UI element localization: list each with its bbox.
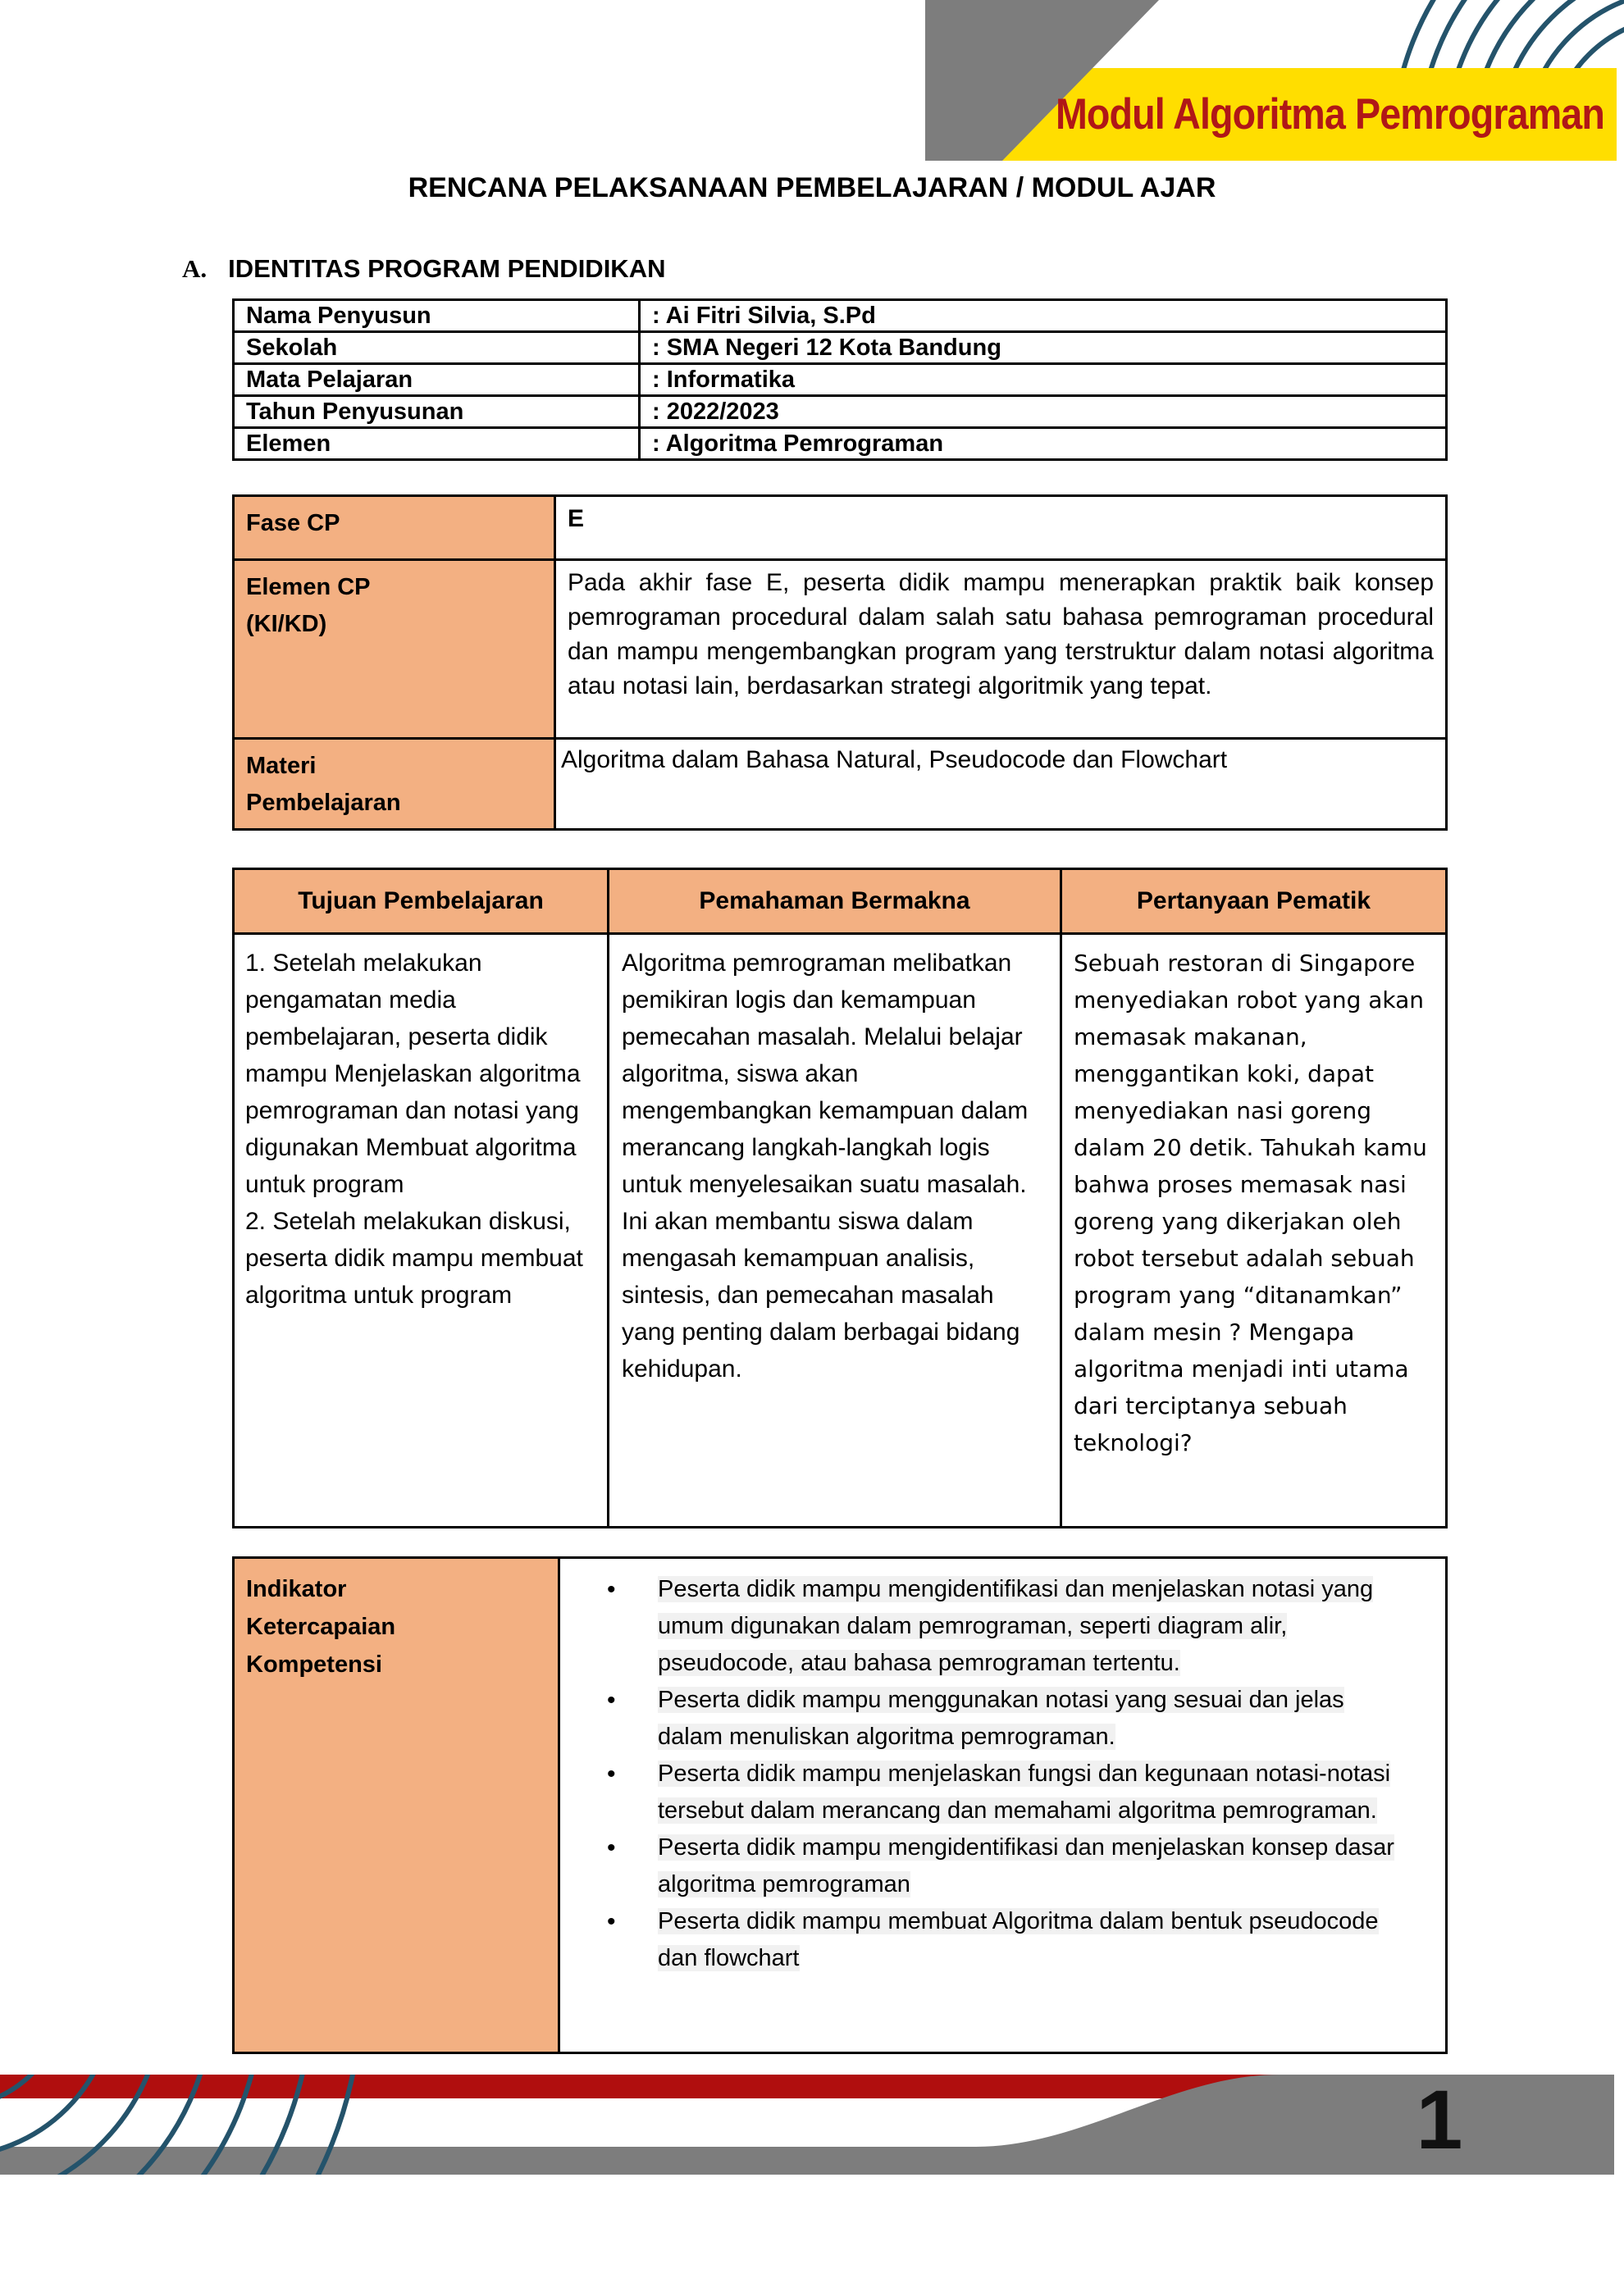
table-row [234,332,1447,364]
page-number: 1 [1416,2073,1463,2166]
section-index: A. [182,254,208,283]
cp-materi-label [234,739,555,830]
bullet-text: Peserta didik mampu menggunakan notasi yang sesuai dan jelas dalam menuliskan algoritma pemrograman. [658,1687,1344,1750]
column-header-pertanyaan: Pertanyaan Pematik [1061,869,1447,934]
identity-table [232,298,1448,461]
identity-label: Tahun Penyusunan [234,396,640,428]
identity-value: : Algoritma Pemrograman [640,428,1447,460]
cp-materi-label-line2: Pembelajaran [246,789,401,816]
column-header-pemahaman: Pemahaman Bermakna [609,869,1061,934]
list-item [561,1756,1410,1829]
table-row [234,739,1447,830]
cp-elemen-label-line2: (KI/KD) [246,610,327,637]
table-row [234,396,1447,428]
pemahaman-cell: Algoritma pemrograman melibatkan pemikiran logis dan kemampuan pemecahan masalah. Melalui belajar algoritma, siswa akan mengembangkan kemampuan dalam merancang langkah-langkah logis untuk menyelesaikan suatu masalah. Ini akan membantu siswa dalam mengasah kemampuan analisis, sintesis, dan pemecahan masalah yang penting dalam berbagai bidang kehidupan. [609,934,1061,1528]
identity-value: : 2022/2023 [640,396,1447,428]
cp-elemen-value: Pada akhir fase E, peserta didik mampu menerapkan praktik baik konsep pemrograman procedural dalam salah satu bahasa pemrograman procedural dan mampu mengembangkan program yang terstruktur dalam notasi algoritma atau notasi lain, berdasarkan strategi algoritmik yang tepat. [555,560,1447,739]
indikator-label-line2: Ketercapaian [246,1614,396,1640]
table-row [234,364,1447,396]
table-row [234,560,1447,739]
indikator-label-line1: Indikator [246,1576,347,1602]
cp-table [232,494,1448,831]
tujuan-item-2: 2. Setelah melakukan diskusi, peserta didik mampu membuat algoritma untuk program [245,1208,583,1309]
identity-label: Mata Pelajaran [234,364,640,396]
table-row [234,300,1447,332]
learning-goals-table [232,868,1448,1528]
indikator-label [234,1558,559,2053]
page-title: RENCANA PELAKSANAAN PEMBELAJARAN / MODUL AJAR [408,172,1216,203]
bullet-text: Peserta didik mampu menjelaskan fungsi dan kegunaan notasi-notasi tersebut dalam merancang dan memahami algoritma pemrograman. [658,1761,1391,1824]
bullet-text: Peserta didik mampu mengidentifikasi dan menjelaskan notasi yang umum digunakan dalam pemrograman, seperti diagram alir, pseudocode, atau bahasa pemrograman tertentu. [658,1576,1374,1676]
section-heading-label: IDENTITAS PROGRAM PENDIDIKAN [228,254,666,283]
list-item [561,1571,1410,1682]
list-item [561,1903,1410,1977]
banner-title: Modul Algoritma Pemrograman [1055,90,1604,139]
section-heading [182,254,665,284]
indikator-label-line3: Kompetensi [246,1651,382,1678]
identity-value: : Informatika [640,364,1447,396]
identity-value: : SMA Negeri 12 Kota Bandung [640,332,1447,364]
bullet-text: Peserta didik mampu membuat Algoritma dalam bentuk pseudocode dan flowchart [658,1908,1379,1971]
cp-materi-label-line1: Materi [246,753,317,779]
table-row [234,1558,1447,2053]
cp-elemen-label-line1: Elemen CP [246,574,371,600]
footer-arcs-decoration [0,2075,459,2175]
indikator-bullets-cell [559,1558,1447,2053]
table-row [234,428,1447,460]
identity-label: Sekolah [234,332,640,364]
table-header-row [234,869,1447,934]
list-item [561,1682,1410,1756]
cp-fase-value: E [555,496,1447,560]
cp-elemen-label [234,560,555,739]
tujuan-item-1: 1. Setelah melakukan pengamatan media pembelajaran, peserta didik mampu Menjelaskan algoritma pemrograman dan notasi yang digunakan Membuat algoritma untuk program [245,950,581,1198]
identity-value: : Ai Fitri Silvia, S.Pd [640,300,1447,332]
table-row [234,496,1447,560]
table-row [234,934,1447,1528]
indikator-table [232,1556,1448,2054]
cp-fase-label: Fase CP [234,496,555,560]
cp-materi-value: Algoritma dalam Bahasa Natural, Pseudocode dan Flowchart [555,739,1447,830]
tujuan-cell [234,934,609,1528]
list-item [561,1829,1410,1903]
identity-label: Elemen [234,428,640,460]
identity-label: Nama Penyusun [234,300,640,332]
bullet-text: Peserta didik mampu mengidentifikasi dan menjelaskan konsep dasar algoritma pemrograman [658,1834,1394,1897]
header-arcs-decoration [1263,0,1624,70]
indikator-bullet-list [561,1571,1444,1977]
pertanyaan-cell: Sebuah restoran di Singapore menyediakan robot yang akan memasak makanan, menggantikan koki, dapat menyediakan nasi goreng dalam 20 detik. Tahukah kamu bahwa proses memasak nasi goreng yang dikerjakan oleh robot tersebut adalah sebuah program yang “ditanamkan” dalam mesin ? Mengapa algoritma menjadi inti utama dari terciptanya sebuah teknologi? [1061,934,1447,1528]
column-header-tujuan: Tujuan Pembelajaran [234,869,609,934]
